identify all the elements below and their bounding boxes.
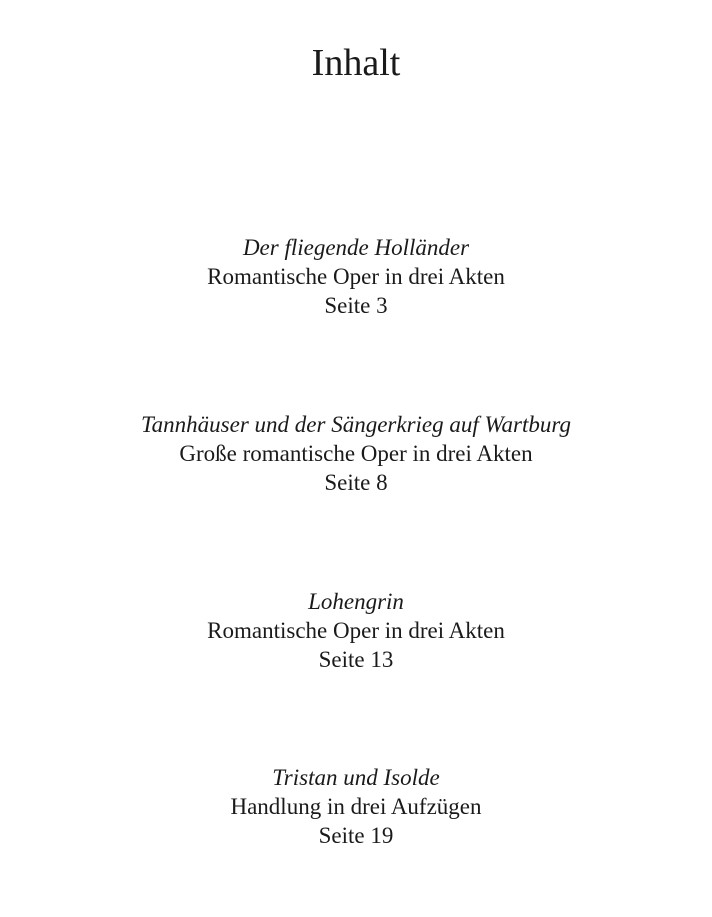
page-title: Inhalt bbox=[311, 42, 401, 84]
toc-entry-tannhaeuser bbox=[0, 410, 712, 497]
work-subtitle: Romantische Oper in drei Akten bbox=[207, 264, 505, 289]
toc-entry-tristan-und-isolde bbox=[0, 763, 712, 850]
work-title: Lohengrin bbox=[308, 589, 404, 614]
toc-entry-der-fliegende-hollaender bbox=[0, 233, 712, 320]
work-subtitle: Große romantische Oper in drei Akten bbox=[179, 441, 533, 466]
work-title: Tristan und Isolde bbox=[272, 765, 440, 790]
toc-entry-lohengrin bbox=[0, 587, 712, 674]
work-subtitle: Handlung in drei Aufzügen bbox=[230, 794, 482, 819]
work-subtitle: Romantische Oper in drei Akten bbox=[207, 618, 505, 643]
page-reference: Seite 3 bbox=[324, 293, 388, 318]
work-title: Der fliegende Holländer bbox=[242, 235, 470, 260]
page-reference: Seite 8 bbox=[324, 470, 388, 495]
page-reference: Seite 13 bbox=[318, 647, 394, 672]
work-title: Tannhäuser und der Sängerkrieg auf Wartburg bbox=[141, 412, 571, 437]
page-reference: Seite 19 bbox=[318, 823, 394, 848]
